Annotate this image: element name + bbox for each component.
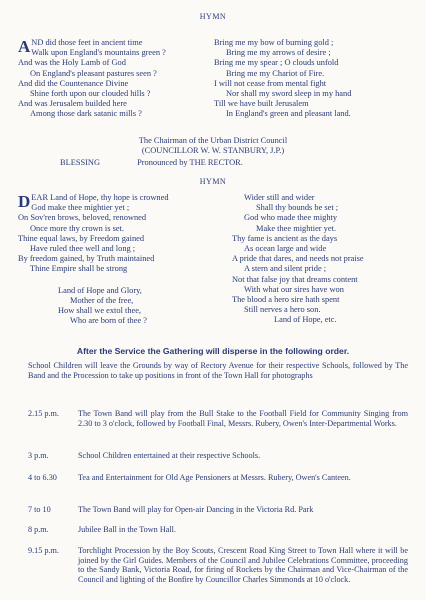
verse-line: Once more thy crown is set. bbox=[30, 223, 124, 233]
hymn-title: HYMN bbox=[199, 12, 227, 21]
verse-line: Bring me my spear ; O clouds unfold bbox=[214, 58, 339, 68]
drop-cap: D bbox=[18, 192, 31, 211]
verse-line: Among those dark satanic mills ? bbox=[30, 109, 142, 119]
hymn-land-of-hope bbox=[18, 193, 418, 326]
schedule-text: School Children entertained at their respective Schools. bbox=[78, 451, 261, 460]
verse-line: In England's green and pleasant land. bbox=[226, 109, 351, 119]
schedule-time: 8 p.m. bbox=[28, 525, 49, 534]
schedule-row bbox=[28, 525, 408, 537]
verse-line: And did the Countenance Divine bbox=[18, 78, 129, 88]
verse-line: A pride that dares, and needs not praise bbox=[232, 254, 364, 264]
chairman-block bbox=[0, 136, 426, 156]
schedule-text: Torchlight Procession by the Boy Scouts, Crescent Road King Street to Town Hall where it will be joined by the Girl Guides. Members of the Council and Jubilee Celebrations Committee, proceeding to the Sandy Bank, Victoria Road, for firing of Rockets by the Chairman and Vice-Chairman of the Council and lighting of the Bonfire by Councillor Charles Simmonds at 10 o'clock. bbox=[78, 546, 408, 584]
chorus bbox=[18, 286, 232, 327]
schedule-text: The Town Band will play from the Bull Stake to the Football Field for Community Singing from 2.30 to 3 o'clock, followed by Football Final, Messrs. Rubery, Owen's Inter-Departmental Works. bbox=[78, 409, 408, 428]
dispersal-paragraph: School Children will leave the Grounds by way of Rectory Avenue for their respective Schools, followed by The Band and the Procession to take up positions in front of the Town Hall for photographs bbox=[28, 361, 408, 380]
verse-line: By freedom gained, by Truth maintained bbox=[18, 254, 155, 264]
verse-line: Make thee mightier yet. bbox=[256, 223, 337, 233]
verse-line: Not that false joy that dreams content bbox=[232, 274, 358, 284]
verse-line: Bring me my Chariot of Fire. bbox=[226, 68, 325, 78]
verse-line: And was Jerusalem builded here bbox=[18, 99, 127, 109]
verse-line: Shall thy bounds be set ; bbox=[256, 203, 339, 213]
verse-line: On England's pleasant pastures seen ? bbox=[30, 68, 157, 78]
schedule-row bbox=[28, 546, 408, 598]
dispersal-heading: After the Service the Gathering will disperse in the following order. bbox=[76, 346, 350, 356]
verse-line: Bring me my arrows of desire ; bbox=[226, 48, 331, 58]
schedule-time: 7 to 10 bbox=[28, 505, 51, 514]
verse-line: ND did those feet in ancient time bbox=[31, 38, 143, 47]
verse-line: Walk upon England's mountains green ? bbox=[31, 48, 166, 58]
verse-line: I will not cease from mental fight bbox=[214, 78, 327, 88]
schedule-row bbox=[28, 451, 408, 463]
schedule-row bbox=[28, 473, 408, 495]
hymn-verse-2 bbox=[214, 38, 414, 120]
verse-line: Thy fame is ancient as the days bbox=[232, 233, 338, 243]
verse-line: Thine Empire shall be strong bbox=[30, 264, 128, 274]
drop-cap: A bbox=[18, 37, 31, 56]
schedule-row bbox=[28, 409, 408, 443]
verse-line: Have ruled thee well and long ; bbox=[30, 244, 136, 254]
hymn-title: HYMN bbox=[199, 177, 227, 186]
verse-line: Nor shall my sword sleep in my hand bbox=[226, 89, 352, 99]
verse-line: Land of Hope, etc. bbox=[274, 315, 337, 325]
chorus-line: Land of Hope and Glory, bbox=[58, 285, 142, 295]
verse-line: And was the Holy Lamb of God bbox=[18, 58, 126, 68]
verse-line: A stern and silent pride ; bbox=[244, 264, 327, 274]
schedule-time: 9.15 p.m. bbox=[28, 546, 59, 555]
verse-line: God make thee mightier yet ; bbox=[31, 203, 130, 213]
hymn-verse-1 bbox=[18, 193, 232, 326]
hymn-jerusalem bbox=[18, 38, 418, 120]
schedule-text: Jubilee Ball in the Town Hall. bbox=[78, 525, 176, 534]
schedule-time: 2.15 p.m. bbox=[28, 409, 59, 418]
verse-line: EAR Land of Hope, thy hope is crowned bbox=[31, 193, 169, 202]
schedule-row bbox=[28, 505, 408, 517]
hymn-verse-2 bbox=[232, 193, 418, 326]
schedule-time: 4 to 6.30 bbox=[28, 473, 57, 482]
verse-line: On Sov'ren brows, beloved, renowned bbox=[18, 213, 147, 223]
verse-line: Bring me my bow of burning gold ; bbox=[214, 38, 334, 47]
verse-line: Shine forth upon our clouded hills ? bbox=[30, 89, 151, 99]
hymn-verse-1 bbox=[18, 38, 214, 120]
verse-line: Till we have built Jerusalem bbox=[214, 99, 309, 109]
verse-line: God who made thee mighty bbox=[244, 213, 338, 223]
schedule-time: 3 p.m. bbox=[28, 451, 49, 460]
verse-line: As ocean large and wide bbox=[244, 244, 327, 254]
chairman-title: The Chairman of the Urban District Council bbox=[138, 136, 288, 145]
blessing-label: BLESSING bbox=[60, 158, 101, 167]
schedule-text: The Town Band will play for Open-air Dancing in the Victoria Rd. Park bbox=[78, 505, 314, 514]
chorus-line: Who are born of thee ? bbox=[70, 316, 147, 326]
verse-line: Still nerves a hero son. bbox=[244, 305, 321, 315]
chorus-line: Mother of the free, bbox=[70, 295, 134, 305]
verse-line: Thine equal laws, by Freedom gained bbox=[18, 233, 145, 243]
blessing-line bbox=[60, 158, 420, 167]
chairman-name: (COUNCILLOR W. W. STANBURY, J.P.) bbox=[141, 146, 285, 155]
blessing-text: Pronounced by THE RECTOR. bbox=[137, 158, 243, 167]
schedule-text: Tea and Entertainment for Old Age Pensioners at Messrs. Rubery, Owen's Canteen. bbox=[78, 473, 351, 482]
verse-line: The blood a hero sire hath spent bbox=[232, 295, 340, 305]
verse-line: With what our sires have won bbox=[244, 284, 344, 294]
verse-line: Wider still and wider bbox=[244, 193, 315, 202]
chorus-line: How shall we extol thee, bbox=[58, 306, 142, 316]
